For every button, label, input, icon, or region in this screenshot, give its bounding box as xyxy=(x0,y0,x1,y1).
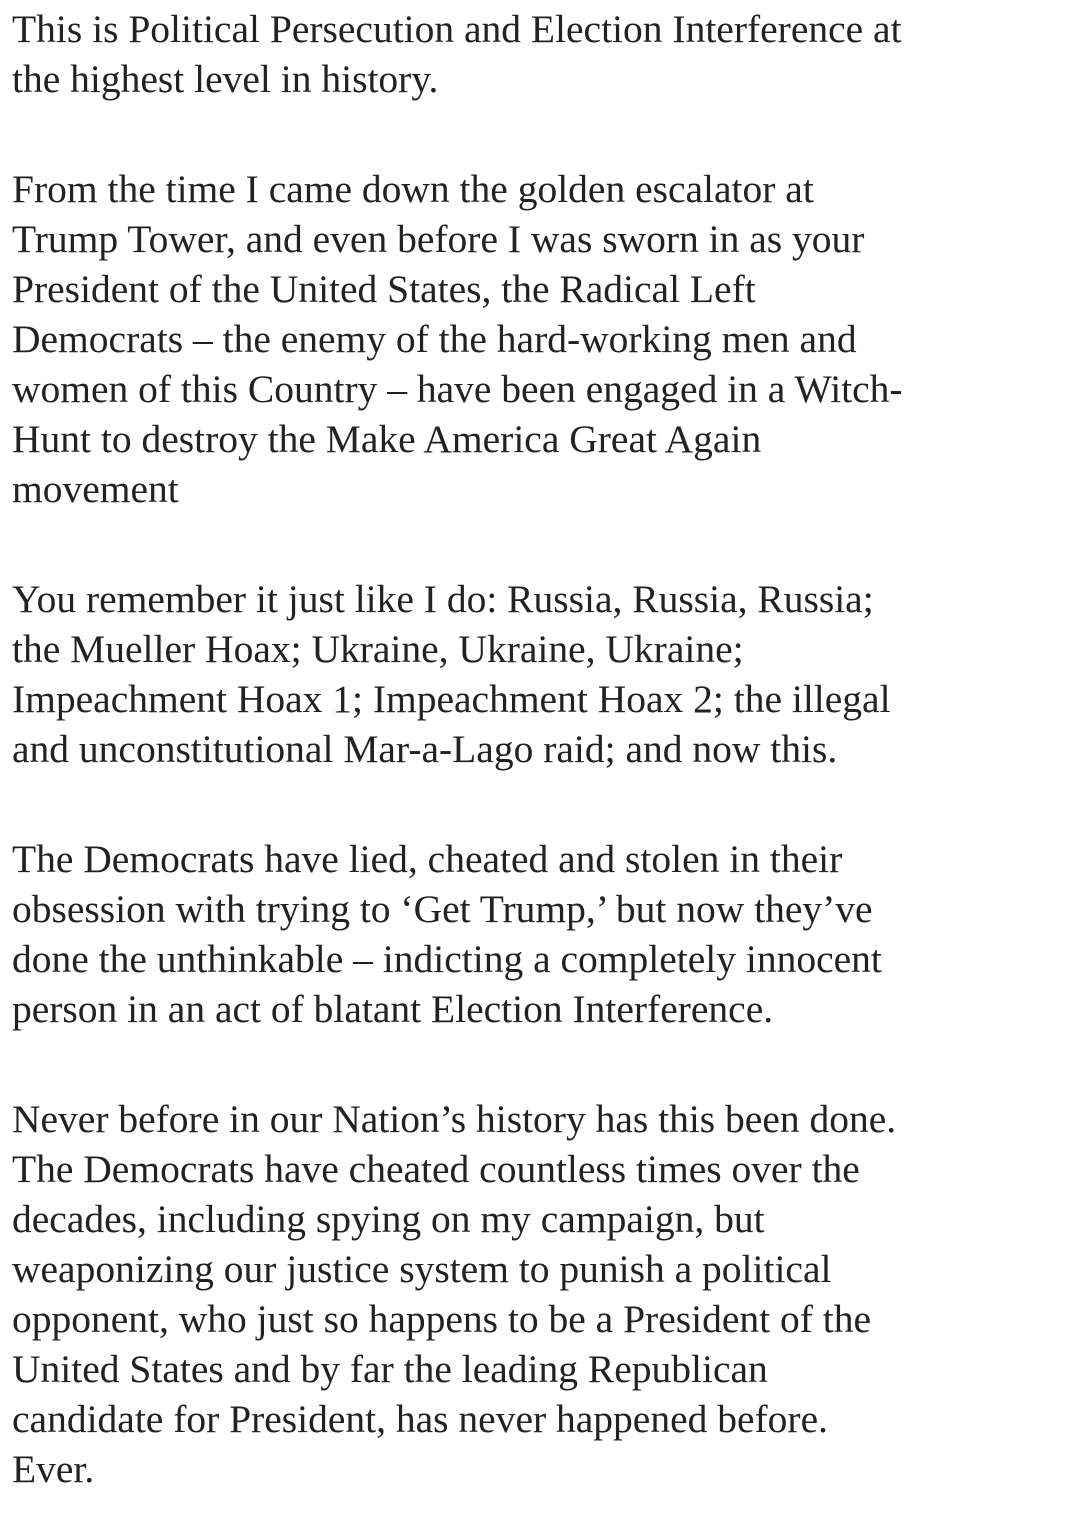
text-line: Never before in our Nation’s history has this been done. xyxy=(12,1097,897,1141)
text-line: person in an act of blatant Election Interference. xyxy=(12,987,774,1031)
text-line: and unconstitutional Mar-a-Lago raid; and now this. xyxy=(12,727,838,771)
text-line: Hunt to destroy the Make America Great Again xyxy=(12,417,762,461)
text-line: decades, including spying on my campaign, but xyxy=(12,1197,765,1241)
text-line: weaponizing our justice system to punish a political xyxy=(12,1247,832,1291)
text-line: Trump Tower, and even before I was sworn in as your xyxy=(12,217,865,261)
text-line: the Mueller Hoax; Ukraine, Ukraine, Ukraine; xyxy=(12,627,744,671)
text-line: Ever. xyxy=(12,1447,95,1491)
text-line: obsession with trying to ‘Get Trump,’ but now they’ve xyxy=(12,887,873,931)
paragraph-1 xyxy=(12,4,1076,104)
text-line: the highest level in history. xyxy=(12,57,439,101)
paragraph-4 xyxy=(12,834,1076,1034)
text-line: candidate for President, has never happened before. xyxy=(12,1397,828,1441)
paragraph-5 xyxy=(12,1094,1076,1494)
text-line: women of this Country – have been engaged in a Witch- xyxy=(12,367,903,411)
text-line: United States and by far the leading Republican xyxy=(12,1347,768,1391)
paragraph-2 xyxy=(12,164,1076,514)
text-line: done the unthinkable – indicting a completely innocent xyxy=(12,937,882,981)
text-line: Democrats – the enemy of the hard-working men and xyxy=(12,317,857,361)
text-line: The Democrats have cheated countless times over the xyxy=(12,1147,860,1191)
paragraph-3 xyxy=(12,574,1076,774)
text-line: Impeachment Hoax 1; Impeachment Hoax 2; the illegal xyxy=(12,677,891,721)
text-line: This is Political Persecution and Election Interference at xyxy=(12,7,902,51)
statement-body xyxy=(12,4,1076,1494)
text-line: opponent, who just so happens to be a President of the xyxy=(12,1297,871,1341)
text-line: You remember it just like I do: Russia, Russia, Russia; xyxy=(12,577,874,621)
text-line: From the time I came down the golden escalator at xyxy=(12,167,814,211)
text-line: President of the United States, the Radical Left xyxy=(12,267,756,311)
text-line: movement xyxy=(12,467,179,511)
text-line: The Democrats have lied, cheated and stolen in their xyxy=(12,837,843,881)
